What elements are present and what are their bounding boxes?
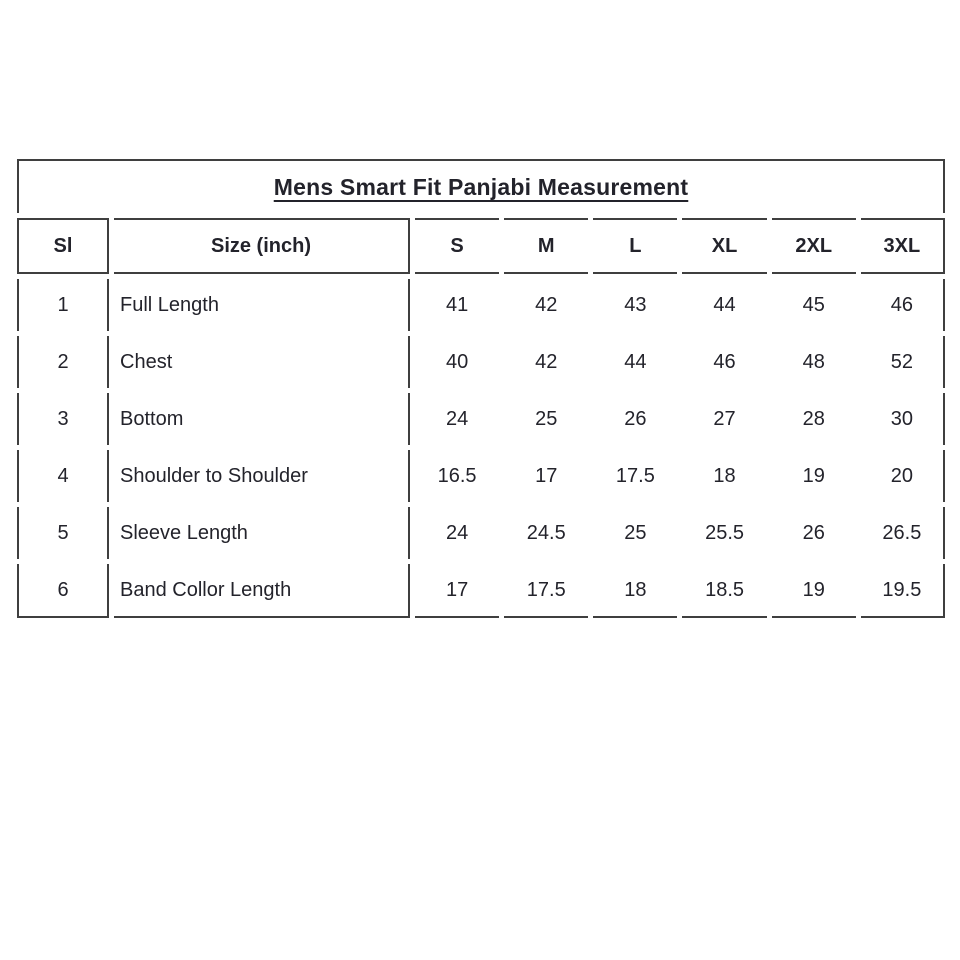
value-cell: 46 [682, 336, 766, 388]
value-cell: 26 [772, 507, 856, 559]
size-label-cell: Shoulder to Shoulder [114, 450, 410, 502]
value-cell: 25.5 [682, 507, 766, 559]
row-number-cell: 5 [17, 507, 109, 559]
column-header-l: L [593, 218, 677, 274]
value-cell: 44 [593, 336, 677, 388]
column-header-sl: Sl [17, 218, 109, 274]
title-row [17, 159, 945, 213]
value-cell: 26 [593, 393, 677, 445]
value-cell: 48 [772, 336, 856, 388]
value-cell: 17 [415, 564, 499, 618]
value-cell: 20 [861, 450, 945, 502]
value-cell: 24 [415, 507, 499, 559]
value-cell: 46 [861, 279, 945, 331]
value-cell: 45 [772, 279, 856, 331]
size-label-cell: Full Length [114, 279, 410, 331]
value-cell: 19.5 [861, 564, 945, 618]
column-header-m: M [504, 218, 588, 274]
table-row [17, 450, 945, 502]
table-row [17, 564, 945, 618]
size-label-cell: Chest [114, 336, 410, 388]
value-cell: 18 [682, 450, 766, 502]
value-cell: 24.5 [504, 507, 588, 559]
value-cell: 30 [861, 393, 945, 445]
value-cell: 43 [593, 279, 677, 331]
value-cell: 40 [415, 336, 499, 388]
size-label-cell: Sleeve Length [114, 507, 410, 559]
value-cell: 17.5 [504, 564, 588, 618]
value-cell: 25 [504, 393, 588, 445]
table-title [17, 159, 945, 213]
table-row [17, 279, 945, 331]
value-cell: 25 [593, 507, 677, 559]
row-number-cell: 3 [17, 393, 109, 445]
measurement-table-container [12, 154, 950, 623]
row-number-cell: 2 [17, 336, 109, 388]
table-row [17, 507, 945, 559]
value-cell: 27 [682, 393, 766, 445]
table-row [17, 336, 945, 388]
value-cell: 28 [772, 393, 856, 445]
value-cell: 16.5 [415, 450, 499, 502]
column-header-2xl: 2XL [772, 218, 856, 274]
value-cell: 42 [504, 336, 588, 388]
value-cell: 24 [415, 393, 499, 445]
value-cell: 18.5 [682, 564, 766, 618]
column-header-3xl: 3XL [861, 218, 945, 274]
column-header-xl: XL [682, 218, 766, 274]
size-chart-table [12, 154, 950, 623]
header-row [17, 218, 945, 274]
column-header-size: Size (inch) [114, 218, 410, 274]
table-row [17, 393, 945, 445]
size-label-cell: Band Collor Length [114, 564, 410, 618]
column-header-s: S [415, 218, 499, 274]
value-cell: 19 [772, 564, 856, 618]
size-label-cell: Bottom [114, 393, 410, 445]
value-cell: 44 [682, 279, 766, 331]
value-cell: 26.5 [861, 507, 945, 559]
row-number-cell: 4 [17, 450, 109, 502]
value-cell: 18 [593, 564, 677, 618]
value-cell: 41 [415, 279, 499, 331]
row-number-cell: 6 [17, 564, 109, 618]
row-number-cell: 1 [17, 279, 109, 331]
table-title-text: Mens Smart Fit Panjabi Measurement [273, 173, 689, 200]
value-cell: 52 [861, 336, 945, 388]
value-cell: 19 [772, 450, 856, 502]
value-cell: 17.5 [593, 450, 677, 502]
value-cell: 17 [504, 450, 588, 502]
value-cell: 42 [504, 279, 588, 331]
